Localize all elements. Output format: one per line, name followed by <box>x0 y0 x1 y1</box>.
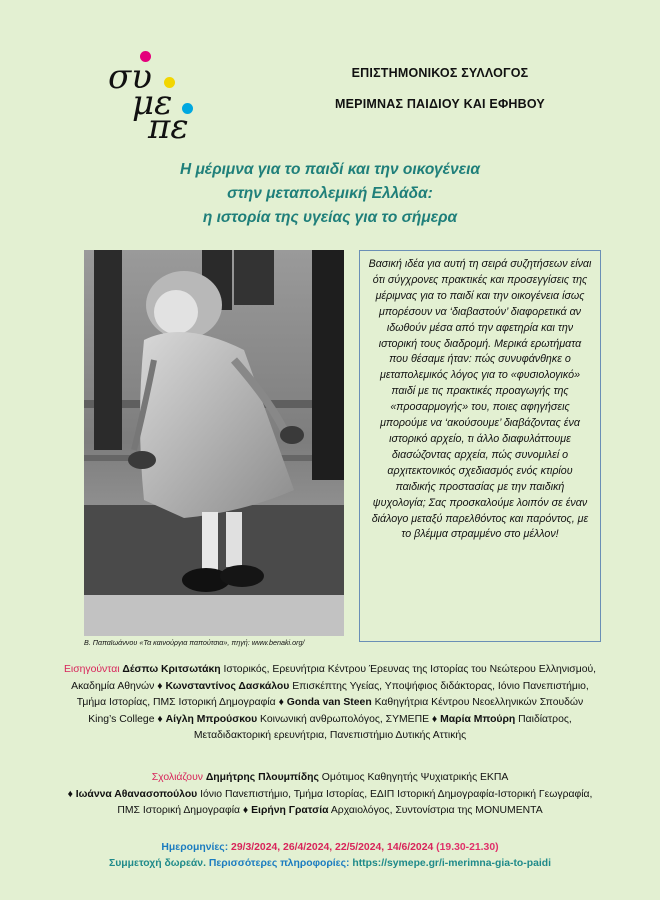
child-shoes-photo <box>84 250 344 636</box>
discussant-role: Ιόνιο Πανεπιστήμιο, Τμήμα Ιστορίας, ΕΔΙΠ Ιστορική Δημογραφία-Ιστορική Γεωγραφία, ΠΜΣ Ιστορική Δημογραφία <box>117 788 593 817</box>
discussant-role: Αρχαιολόγος, Συντονίστρια της MONUMENTA <box>330 805 543 817</box>
speaker-role: Κοινωνική ανθρωπολόγος, ΣΥΜΕΠΕ <box>260 713 430 725</box>
event-title-line-3: η ιστορία της υγείας για το σήμερα <box>202 209 458 226</box>
logo-line-1: συ <box>108 57 152 97</box>
separator: ♦ <box>157 680 163 692</box>
discussant-name: Ιωάννα Αθανασοπούλου <box>75 788 198 800</box>
speaker-name: Αίγλη Μπρούσκου <box>165 713 258 725</box>
discussant-name: Ειρήνη Γρατσία <box>251 805 329 817</box>
free-participation: Συμμετοχή δωρεάν. <box>109 858 206 869</box>
speaker-role: Παιδίατρος, Μεταδιδακτορική ερευνήτρια, Πανεπιστήμιο Δυτικής Αττικής <box>193 713 572 742</box>
photo-illustration <box>84 250 344 636</box>
separator: ♦ <box>67 788 73 800</box>
event-title-line-2: στην μεταπολεμική Ελλάδα: <box>227 185 433 202</box>
separator: ♦ <box>242 805 249 817</box>
separator: ♦ <box>157 713 163 725</box>
logo-line-2: με <box>132 83 173 123</box>
org-name-line-1: ΕΠΙΣΤΗΜΟΝΙΚΟΣ ΣΥΛΛΟΓΟΣ <box>351 66 529 80</box>
speaker-name: Κωνσταντίνος Δασκάλου <box>165 680 290 692</box>
speaker-name: Μαρία Μπούρη <box>440 713 516 725</box>
photo-caption: Β. Παπαϊωάννου «Τα καινούργια παπούτσια», πηγή: www.benaki.org/ <box>84 638 305 647</box>
description-text: Βασική ιδέα για αυτή τη σειρά συζητήσεων είναι ότι σύγχρονες πρακτικές και προσεγγίσεις της μέριμνας για το παιδί και την οικογένεια ίσως μπορέσουν να ‘διαβαστούν’ διαφορετικά αν ιδωθούν μέσα από την αφετηρία και την ιστορική τους διαδρομή. Μερικά ερωτήματα που θέσαμε ήταν: πώς συνυφάνθηκε ο μεταπολεμικός λόγος για το «φυσιολογικό» παιδί με τις πρακτικές προαγωγής της «προσαρμογής» του, ποιες αφηγήσεις μπορούμε να ‘ακούσουμε’ διαβάζοντας ένα ιστορικό αρχείο, τι άλλο διαφυλάττουμε διασώζοντας αρχεία, πώς συνομιλεί ο αρχιτεκτονικός σχεδιασμός ενός κτιρίου παιδικής προστασίας με την παιδική ψυχολογία; Σας προσκαλούμε λοιπόν σε έναν διάλογο μεταξύ παρελθόντος και παρόντος, με το βλέμμα στραμμένο στο μέλλον! <box>368 258 592 541</box>
event-title <box>60 158 600 230</box>
dates-label: Ημερομηνίες: <box>161 842 229 853</box>
more-info-label: Περισσότερες πληροφορίες: <box>208 858 350 869</box>
dates-line <box>30 840 630 856</box>
event-title-line-1: Η μέριμνα για το παιδί και την οικογένεια <box>179 161 481 178</box>
org-name-line-2: ΜΕΡΙΜΝΑΣ ΠΑΙΔΙΟΥ ΚΑΙ ΕΦΗΒΟΥ <box>335 97 545 111</box>
speaker-role: Ιστορικός, Ερευνήτρια Κέντρου Έρευνας της Ιστορίας του Νεώτερου Ελληνισμού, Ακαδημία Αθηνών <box>71 664 597 692</box>
dates-time: (19.30-21.30) <box>436 842 499 853</box>
separator: ♦ <box>431 713 438 725</box>
discussants-label: Σχολιάζουν <box>151 772 203 783</box>
speaker-role: Καθηγήτρια Κέντρου Νεοελληνικών Σπουδών King’s College <box>88 697 584 725</box>
discussant-role: Ομότιμος Καθηγητής Ψυχιατρικής ΕΚΠΑ <box>321 772 509 783</box>
symepe-logo <box>100 46 200 146</box>
info-url-link[interactable]: https://symepe.gr/i-merimna-gia-to-paidi <box>352 858 551 869</box>
speaker-name: Δέσπω Κριτσωτάκη <box>122 664 221 675</box>
speaker-name: Gonda van Steen <box>286 697 372 709</box>
dates-values: 29/3/2024, 26/4/2024, 22/5/2024, 14/6/2024 <box>231 842 434 853</box>
description-box <box>359 250 601 642</box>
speakers-label: Εισηγούνται <box>63 664 120 675</box>
info-line <box>30 856 630 872</box>
speaker-role: Επισκέπτης Υγείας, Υποψήφιος διδάκτορας, Ιόνιο Πανεπιστήμιο, Τμήμα Ιστορίας, ΠΜΣ Ιστορική Δημογραφία <box>76 680 589 709</box>
logo-line-3: πε <box>148 107 189 147</box>
speakers-section <box>62 662 598 745</box>
discussant-name: Δημήτρης Πλουμπίδης <box>205 772 319 783</box>
separator: ♦ <box>278 697 284 709</box>
discussants-section <box>62 770 598 820</box>
